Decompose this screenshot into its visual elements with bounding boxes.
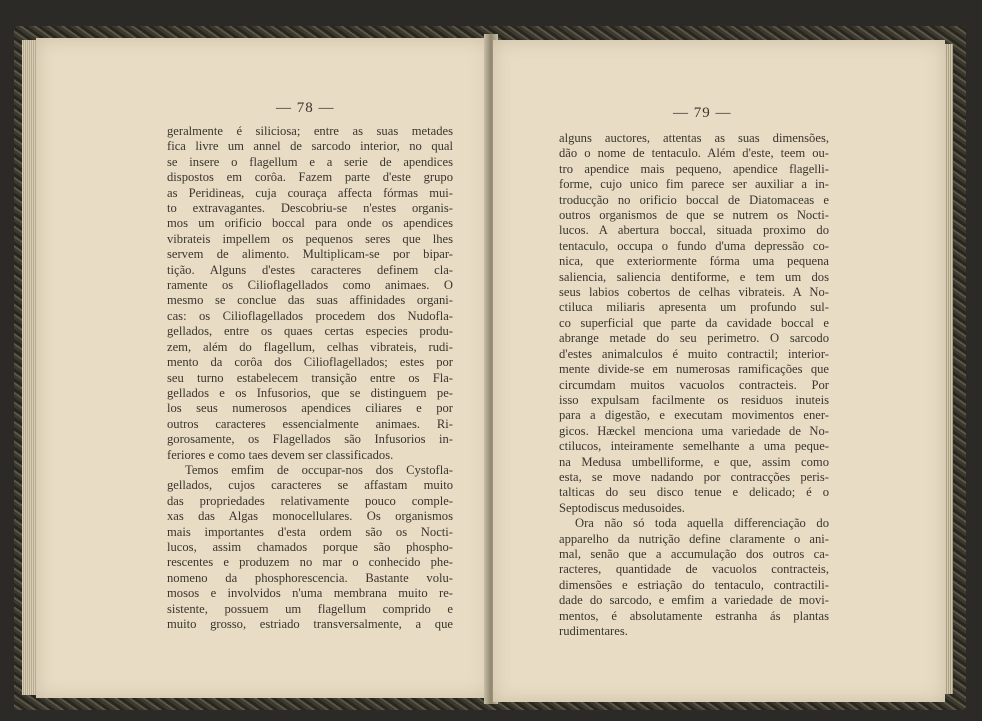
text-line: ctilucos, inteiramente semelhante a uma peque- bbox=[559, 439, 829, 454]
text-line: zem, além do flagellum, celhas vibrateis, rudi- bbox=[167, 339, 453, 354]
text-line: tentaculo, occupa o fundo d'uma depressão co- bbox=[559, 238, 829, 253]
text-line: ctiluca miliaris apresenta um profundo sul- bbox=[559, 300, 829, 315]
page-edges-left bbox=[22, 40, 36, 695]
text-line: dimensões e estriação do tentaculo, contractili- bbox=[559, 577, 829, 592]
text-line: se insere o flagellum e a serie de apendices bbox=[167, 154, 453, 169]
text-line: saliencia, saliencia dentiforme, e tem um dos bbox=[559, 269, 829, 284]
text-line: mais importantes d'esta ordem são os Nocti- bbox=[167, 524, 453, 539]
text-line: vibrateis impellem os pequenos seres que lhes bbox=[167, 231, 453, 246]
text-line: ramente os Cilioflagellados como animaes. O bbox=[167, 278, 453, 293]
text-line: cas: os Cilioflagellados procedem dos Nudofla- bbox=[167, 308, 453, 323]
text-line: outros caracteres essencialmente animaes. Ri- bbox=[167, 416, 453, 431]
text-line: seu turno estabelecem transição entre os Fla- bbox=[167, 370, 453, 385]
text-line: na Medusa umbelliforme, e que, assim como bbox=[559, 454, 829, 469]
text-line: dão o nome de tentaculo. Além d'este, teem ou- bbox=[559, 146, 829, 161]
text-line: tro apendice mais pequeno, apendice flagelli- bbox=[559, 161, 829, 176]
text-line: racteres, quantidade de vacuolos contracteis, bbox=[559, 562, 829, 577]
text-line: gorosamente, os Flagellados são Infusorios in- bbox=[167, 432, 453, 447]
left-page bbox=[36, 38, 489, 698]
text-line: talticas do seu disco tenue e delicado; é o bbox=[559, 485, 829, 500]
text-line: to extravagantes. Descobriu-se n'estes organis- bbox=[167, 201, 453, 216]
text-line: mento da corôa dos Cilioflagellados; estes por bbox=[167, 355, 453, 370]
text-line: fica livre um annel de sarcodo interior, no qual bbox=[167, 139, 453, 154]
page-number-right: — 79 — bbox=[673, 105, 732, 121]
text-line: nica, que exteriormente fórma uma pequena bbox=[559, 254, 829, 269]
text-line: apparelho da nutrição define claramente o ani- bbox=[559, 531, 829, 546]
text-line: geralmente é siliciosa; entre as suas metades bbox=[167, 124, 453, 138]
text-line: gicos. Hæckel menciona uma variedade de No- bbox=[559, 423, 829, 438]
text-line: gellados e os Infusorios, que se distinguem pe- bbox=[167, 385, 453, 400]
text-line: Septodiscus medusoides. bbox=[559, 500, 685, 515]
text-line: mentos, é absolutamente estranha ás plantas bbox=[559, 608, 829, 623]
text-line: isso expulsam facilmente os residuos inuteis bbox=[559, 392, 829, 407]
text-line: co superficial que parte da cavidade boccal e bbox=[559, 315, 829, 330]
text-line: feriores e como taes devem ser classificados. bbox=[167, 447, 394, 462]
text-line: seus labios cobertos de celhas vibrateis. A No- bbox=[559, 285, 829, 300]
text-line: d'estes animalculos é muito contractil; interior- bbox=[559, 346, 829, 361]
text-line: as Peridineas, cuja couraça affecta fórmas mui- bbox=[167, 185, 453, 200]
right-page-text bbox=[559, 131, 829, 639]
text-line: troducção no orificio boccal de Diatomaceas e bbox=[559, 192, 829, 207]
text-line: gellados, cujos caracteres se affastam muito bbox=[167, 478, 453, 493]
text-line: circumdam muitos vacuolos contracteis. Por bbox=[559, 377, 829, 392]
text-line: mente divide-se em numerosas ramificações que bbox=[559, 362, 829, 377]
text-line: das propriedades relativamente pouco comple- bbox=[167, 493, 453, 508]
text-line: nomeno da phosphorescencia. Bastante volu- bbox=[167, 570, 453, 585]
text-line: lucos, assim chamados porque são phospho- bbox=[167, 539, 453, 554]
text-line: sistente, possuem um flagellum comprido e bbox=[167, 601, 453, 616]
text-line: Ora não só toda aquella differenciação do bbox=[575, 516, 829, 531]
text-line: outros organismos de que se nutrem os Nocti- bbox=[559, 208, 829, 223]
text-line: para a digestão, e executam movimentos ener- bbox=[559, 408, 829, 423]
text-line: mos um orificio boccal para onde os apendices bbox=[167, 216, 453, 231]
text-line: forme, cujo unico fim parece ser auxiliar a in- bbox=[559, 177, 829, 192]
text-line: esta, se move nadando por contracções peris- bbox=[559, 469, 829, 484]
text-line: dispostos em corôa. Fazem parte d'este grupo bbox=[167, 170, 453, 185]
text-line: rudimentares. bbox=[559, 624, 628, 638]
text-line: mal, senão que a accumulação dos outros ca- bbox=[559, 546, 829, 561]
text-line: mesmo se conclue das suas affinidades organi- bbox=[167, 293, 453, 308]
right-page bbox=[493, 40, 945, 702]
text-line: Temos emfim de occupar-nos dos Cystofla- bbox=[185, 462, 453, 477]
text-line: xas das Algas monocellulares. Os organismos bbox=[167, 509, 453, 524]
text-line: muito grosso, estriado transversalmente, a que bbox=[167, 617, 453, 631]
page-number-left: — 78 — bbox=[276, 100, 335, 116]
text-line: gellados, entre os quaes certas especies produ- bbox=[167, 324, 453, 339]
text-line: mosos e involvidos n'uma membrana muito re- bbox=[167, 586, 453, 601]
text-line: alguns auctores, attentas as suas dimensões, bbox=[559, 131, 829, 145]
text-line: los seus numerosos apendices ciliares e por bbox=[167, 401, 453, 416]
text-line: dade do sarcodo, e emfim a variedade de movi- bbox=[559, 593, 829, 608]
text-line: tição. Alguns d'estes caracteres definem cla- bbox=[167, 262, 453, 277]
text-line: lucos. A abertura boccal, situada proximo do bbox=[559, 223, 829, 238]
left-page-text bbox=[167, 124, 453, 632]
text-line: abrange metade do seu perimetro. O sarcodo bbox=[559, 331, 829, 346]
text-line: rescentes e produzem no mar o conhecido phe- bbox=[167, 555, 453, 570]
text-line: servem de alimento. Multiplicam-se por bipar- bbox=[167, 247, 453, 262]
page-edges-right bbox=[945, 44, 953, 694]
